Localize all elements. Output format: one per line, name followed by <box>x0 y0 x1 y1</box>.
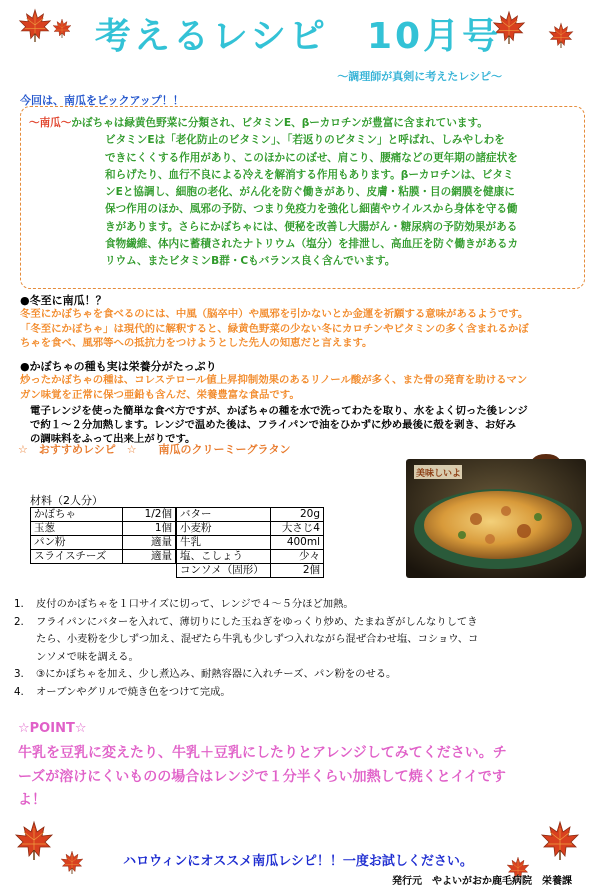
recipe-steps <box>14 596 586 702</box>
table-row: コンソメ（固形） 2個 <box>177 564 324 578</box>
table-row: 塩、こしょう 少々 <box>177 550 324 564</box>
pumpkin-line: ンEと協調し、細胞の老化、がん化を防ぐ働きがあり、皮膚・粘膜・目の網膜を健康に <box>105 186 515 199</box>
pumpkin-line: ビタミンEは「老化防止のビタミン」、「若返りのビタミン」と呼ばれ、しみやしわを <box>105 134 505 147</box>
pumpkin-info-box <box>20 106 585 289</box>
list-item: 3. ③にかぼちゃを加え、少し煮込み、耐熱容器に入れチーズ、パン粉をのせる。 <box>14 668 397 681</box>
pumpkin-line: かぼちゃは緑黄色野菜に分類され、ビタミンE、βーカロチンが豊富に含まれています。 <box>71 117 488 129</box>
footer-message: ハロウィンにオススメ南瓜レシピ！！一度お試しください。 <box>123 854 473 869</box>
pumpkin-line: できにくくする作用があり、このほかにのぼせ、肩こり、腰痛などの更年期の諸症状を <box>105 151 518 164</box>
pumpkin-line: きがあります。さらにかぼちゃには、便秘を改善し大腸がん・糖尿病の予防効果がある <box>105 220 518 233</box>
list-item: 2. フライパンにバターを入れて、薄切りにした玉ねぎをゆっくり炒め、たまねぎがしんなりしてき たら、小麦粉を少しずつ加え、混ぜたら牛乳も少しずつ入れながら混ぜ合わせ塩、コショウ、コ ンソメで味を調える。 <box>14 615 479 663</box>
table-row: スライスチーズ 適量 <box>31 550 176 564</box>
list-item: 4. オーブンやグリルで焼き色をつけて完成。 <box>14 685 231 698</box>
point-paragraph: 牛乳を豆乳に変えたり、牛乳＋豆乳にしたりとアレンジしてみてください。チ ーズが溶けにくいものの場合はレンジで１分半くらい加熱して焼くとイイです よ！ <box>18 745 507 809</box>
seeds-heading: ●かぼちゃの種も実は栄養分がたっぷり <box>20 360 217 373</box>
table-row: 玉葱 1個 <box>31 522 176 536</box>
table-row: 牛乳 400ml <box>177 536 324 550</box>
pumpkin-line: 和らげたり、血行不良による冷えを解消する作用もあります。βーカロチンは、ビタミ <box>105 168 514 181</box>
photo-caption: 美味しいよ <box>416 469 462 479</box>
pumpkin-line: リウム、またビタミンB群・Cもバランス良く含んでいます。 <box>105 255 396 268</box>
pumpkin-line: 保つ作用のほか、風邪の予防、つまり免疫力を強化し細菌やウイルスから身体を守る働 <box>105 203 518 216</box>
page-subtitle: ～調理師が真剣に考えたレシピ～ <box>337 70 502 83</box>
table-row: バター 20g <box>177 508 324 522</box>
table-row: 小麦粉 大さじ4 <box>177 522 324 536</box>
table-row: かぼちゃ 1/2個 <box>31 508 176 522</box>
pumpkin-line: 食物繊維、体内に蓄積されたナトリウム（塩分）を排泄し、高血圧を防ぐ働きがあるカ <box>105 238 519 251</box>
gratin-photo <box>406 459 586 578</box>
seeds-tip-paragraph: 電子レンジを使った簡単な食べ方ですが、かぼちゃの種を水で洗ってわたを取り、水をよく切った後レンジ で約１～２分加熱します。レンジで温めた後は、フライパンで油をひかずに炒め最後に殻を剥き、お好み の調味料をふって出来上がりです。 <box>30 405 528 446</box>
issuer-text: 発行元 やよいがおか鹿毛病院 栄養課 <box>392 876 572 887</box>
intro-text: 今回は、南瓜をピックアップ！！ <box>20 94 184 107</box>
table-row: パン粉 適量 <box>31 536 176 550</box>
ingredients-table-left <box>30 507 176 564</box>
list-item: 1. 皮付のかぼちゃを１口サイズに切って、レンジで４～５分ほど加熱。 <box>14 598 354 610</box>
servings-label: 材料（2人分） <box>30 494 103 507</box>
page-title: 考えるレシピ 10月号 <box>94 16 502 57</box>
pumpkin-heading: ～南瓜～ <box>29 117 72 129</box>
ingredients-table-right <box>176 507 324 578</box>
point-heading: ☆POINT☆ <box>18 721 87 736</box>
recipe-heading: ☆ おすすめレシピ ☆ 南瓜のクリーミーグラタン <box>18 443 291 456</box>
winter-paragraph: 冬至にかぼちゃを食べるのには、中風（脳卒中）や風邪を引かないとか金運を祈願する意味があるようです。 「冬至にかぼちゃ」は現代的に解釈すると、緑黄色野菜の少ない冬にカロチンやビタミンの多く含まれるかぼ ちゃを食べ、風邪等への抵抗力をつけようとした先人の知恵だと言えます。 <box>20 308 529 350</box>
winter-heading: ●冬至に南瓜！？ <box>20 294 107 307</box>
seeds-paragraph: 炒ったかぼちゃの種は、コレステロール値上昇抑制効果のあるリノール酸が多く、また骨の発育を助けるマン ガン味覚を正常に保つ亜鉛も含んだ、栄養豊富な食品です。 <box>20 374 528 401</box>
